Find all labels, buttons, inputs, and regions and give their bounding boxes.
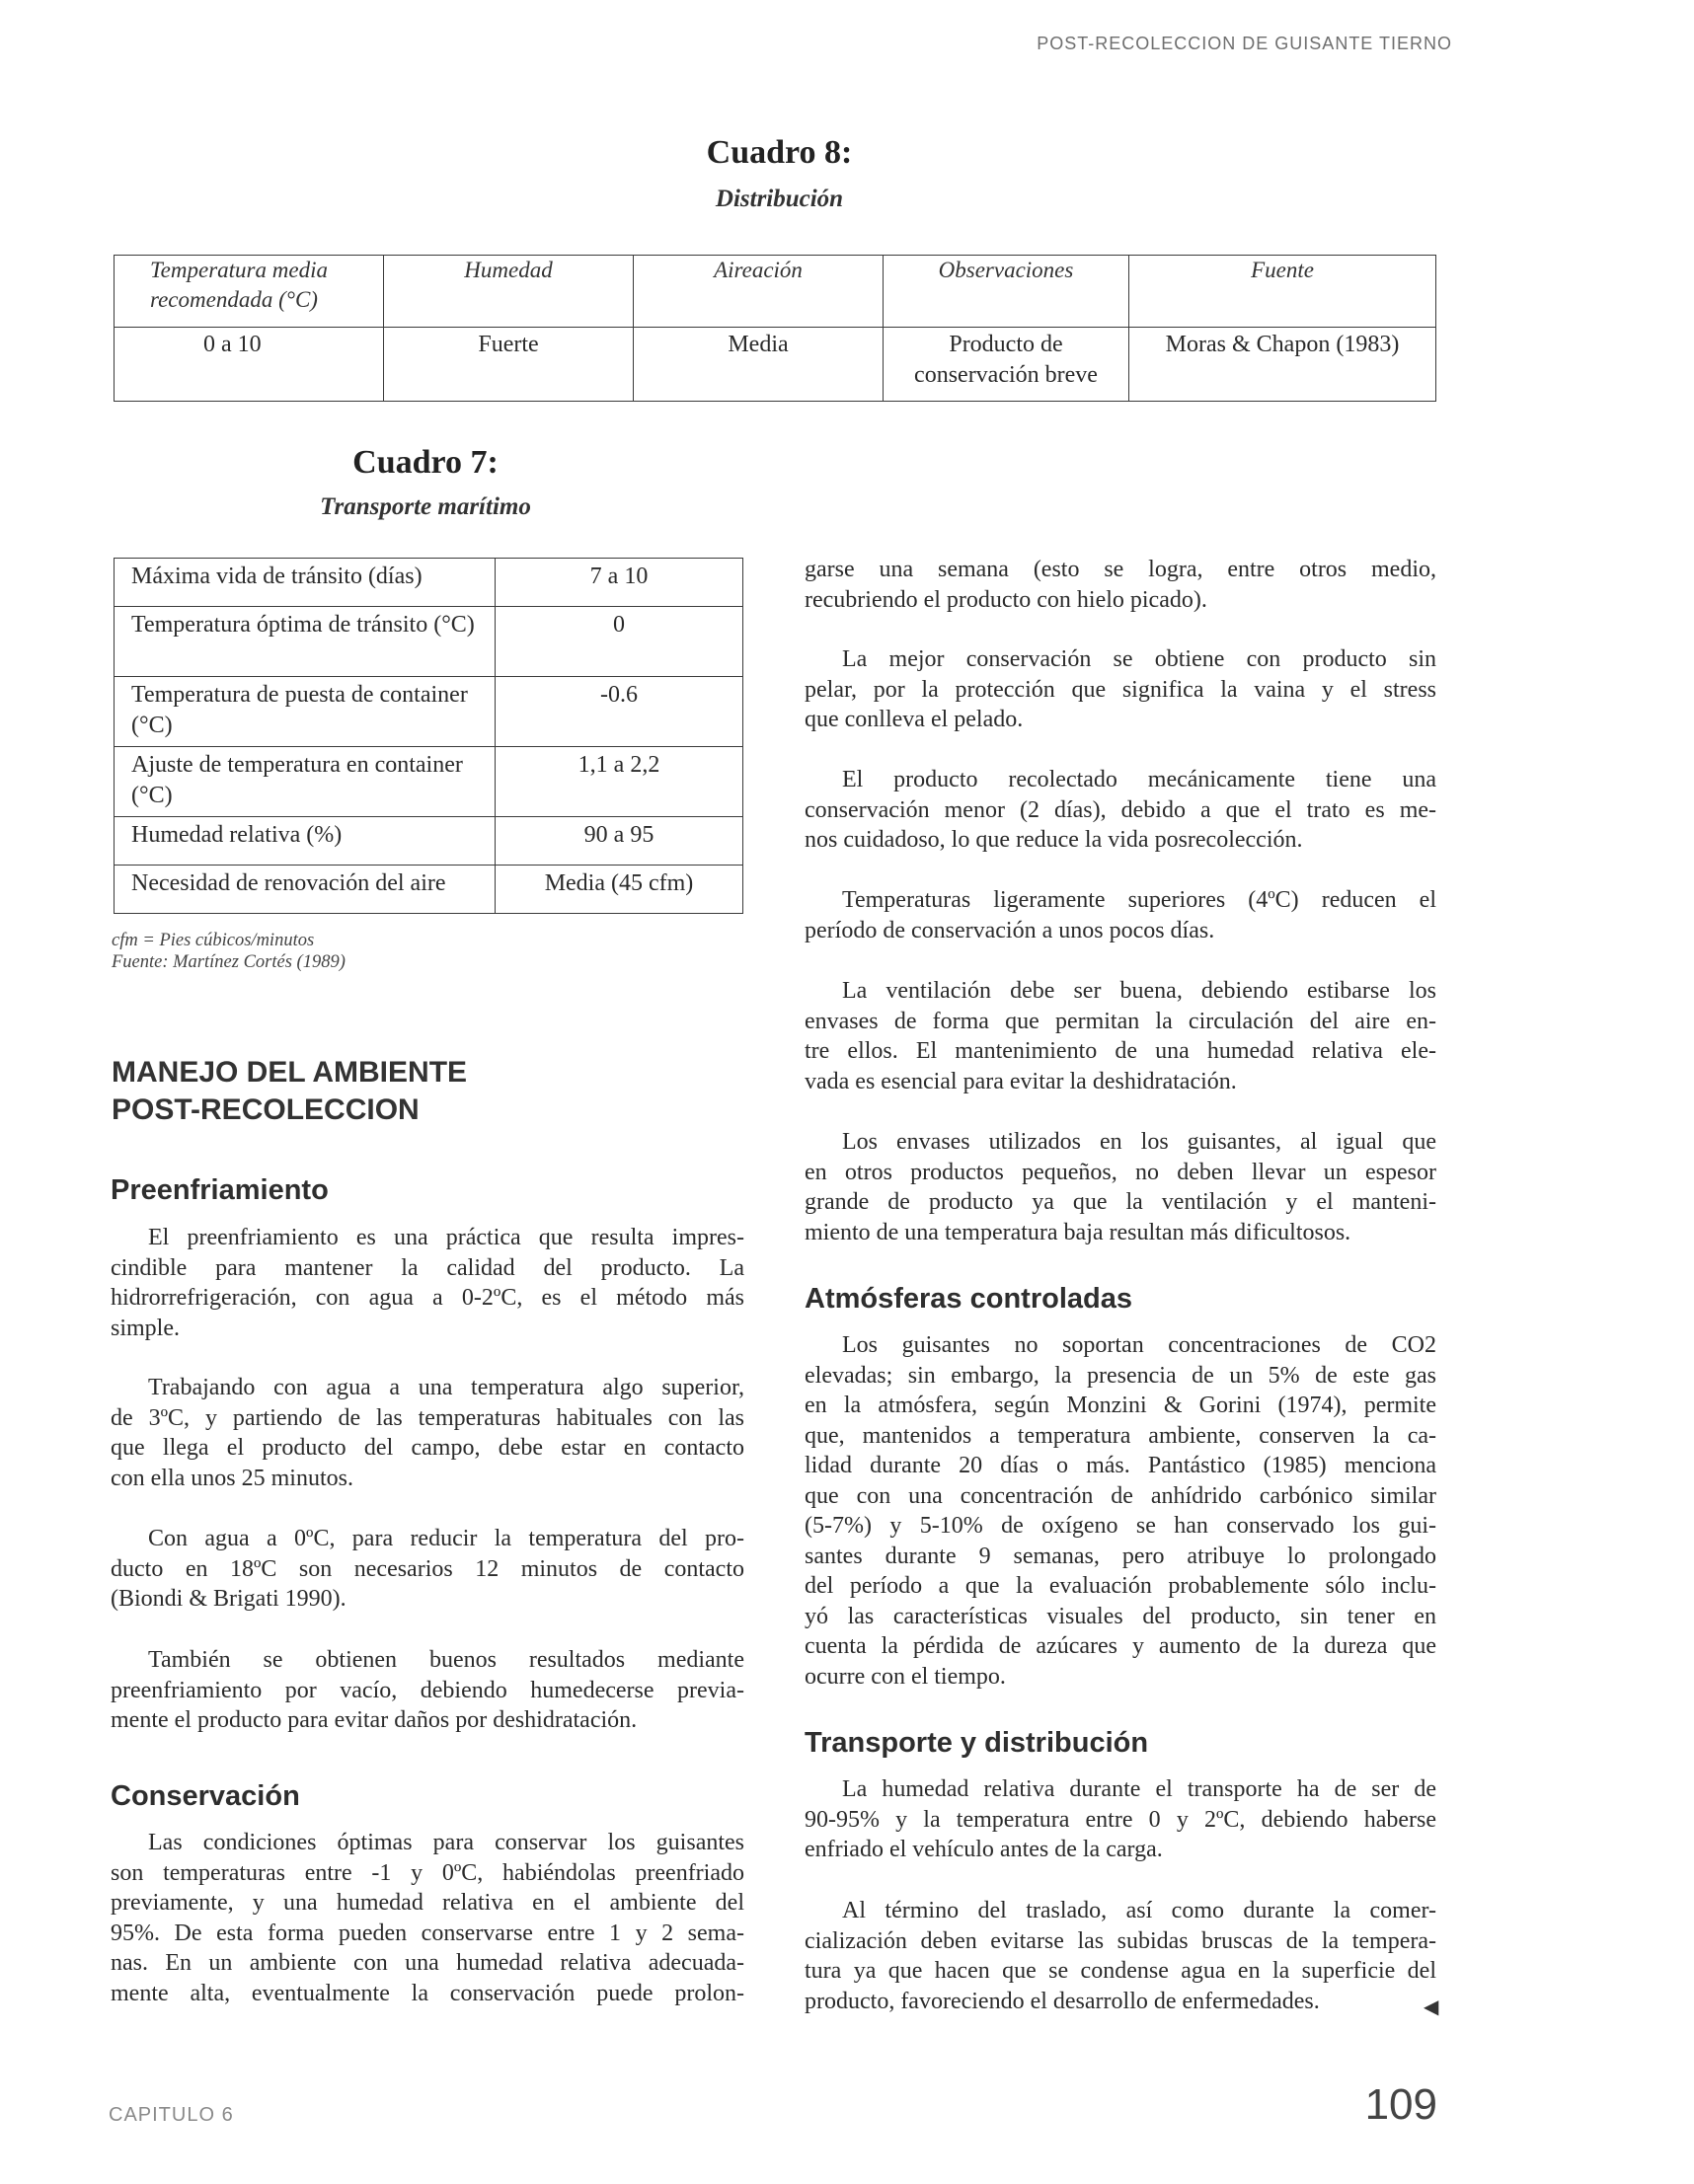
text-line: santes durante 9 semanas, pero atribuye lo prolongado bbox=[805, 1543, 1436, 1569]
table-row bbox=[115, 328, 1436, 402]
cuadro8-table bbox=[114, 255, 1436, 402]
text-line: ocurre con el tiempo. bbox=[805, 1663, 1006, 1690]
table-cell-label: Necesidad de renovación del aire bbox=[115, 866, 496, 914]
text-line: que, mantenidos a temperatura ambiente, conserven la ca- bbox=[805, 1422, 1436, 1449]
table-cell: Moras & Chapon (1983) bbox=[1129, 328, 1436, 402]
header-cell: Temperatura media recomendada (°C) bbox=[115, 256, 384, 328]
header-cell: Observaciones bbox=[884, 256, 1129, 328]
table-header-row bbox=[115, 256, 1436, 328]
table-note bbox=[112, 930, 346, 973]
table-cell: 0 a 10 bbox=[115, 328, 384, 402]
text-line: tura ya que hacen que se condense agua en la superficie del bbox=[805, 1958, 1436, 1984]
table-cell-value: -0.6 bbox=[496, 677, 743, 747]
text-line: hidrorrefrigeración, con agua a 0-2ºC, es el método más bbox=[111, 1285, 744, 1311]
text-line: producto, favoreciendo el desarrollo de enfermedades. bbox=[805, 1988, 1320, 2014]
source-note: Fuente: Martínez Cortés (1989) bbox=[112, 952, 346, 972]
text-line: grande de producto ya que la ventilación y el manteni- bbox=[805, 1189, 1436, 1215]
section-heading-line: POST-RECOLECCION bbox=[112, 1093, 420, 1126]
text-line: 90-95% y la temperatura entre 0 y 2ºC, debiendo haberse bbox=[805, 1806, 1436, 1833]
text-line: mente el producto para evitar daños por deshidratación. bbox=[111, 1707, 638, 1733]
text-line: Con agua a 0ºC, para reducir la temperatura del pro- bbox=[148, 1526, 744, 1551]
table-cell-label: Temperatura óptima de tránsito (°C) bbox=[115, 607, 496, 677]
text-line: garse una semana (esto se logra, entre otros medio, bbox=[805, 557, 1436, 582]
text-line: que llega el producto del campo, debe estar en contacto bbox=[111, 1435, 744, 1461]
section-heading-line: MANEJO DEL AMBIENTE bbox=[112, 1056, 468, 1089]
text-line: pelar, por la protección que significa la vaina y el stress bbox=[805, 676, 1436, 703]
table-row bbox=[115, 607, 743, 677]
text-line: vada es esencial para evitar la deshidratación. bbox=[805, 1068, 1237, 1094]
text-line: cuenta la pérdida de azúcares y aumento de la dureza que bbox=[805, 1633, 1436, 1659]
text-line: período de conservación a unos pocos días. bbox=[805, 917, 1215, 943]
cfm-note: cfm = Pies cúbicos/minutos bbox=[112, 931, 315, 950]
text-line: lidad durante 20 días o más. Pantástico (1985) menciona bbox=[805, 1453, 1436, 1478]
text-line: con ella unos 25 minutos. bbox=[111, 1465, 353, 1491]
text-line: Los envases utilizados en los guisantes, al igual que bbox=[842, 1129, 1436, 1155]
header-cell: Aireación bbox=[634, 256, 884, 328]
text-line: yó las características visuales del producto, sin tener en bbox=[805, 1603, 1436, 1629]
text-line: La humedad relativa durante el transporte ha de ser de bbox=[842, 1776, 1436, 1802]
subheading-transporte: Transporte y distribución bbox=[805, 1727, 1149, 1759]
text-line: recubriendo el producto con hielo picado). bbox=[805, 586, 1207, 613]
text-line: También se obtienen buenos resultados mediante bbox=[148, 1647, 744, 1673]
table-cell-value: Media (45 cfm) bbox=[496, 866, 743, 914]
text-line: enfriado el vehículo antes de la carga. bbox=[805, 1837, 1163, 1862]
table-cell-value: 0 bbox=[496, 607, 743, 677]
text-line: miento de una temperatura baja resultan más dificultosos. bbox=[805, 1219, 1351, 1245]
subheading-conservacion: Conservación bbox=[111, 1780, 300, 1812]
cuadro7-table bbox=[114, 558, 743, 914]
paragraph bbox=[805, 885, 1436, 945]
paragraph bbox=[805, 1774, 1436, 1865]
paragraph bbox=[805, 1330, 1436, 1692]
cuadro7-subtitle: Transporte marítimo bbox=[320, 493, 531, 520]
section-heading bbox=[112, 1054, 467, 1129]
table-cell-label: Máxima vida de tránsito (días) bbox=[115, 559, 496, 607]
text-line: de 3ºC, y partiendo de las temperaturas habituales con las bbox=[111, 1404, 744, 1431]
table-cell-value: 7 a 10 bbox=[496, 559, 743, 607]
text-line: 95%. De esta forma pueden conservarse entre 1 y 2 sema- bbox=[111, 1920, 744, 1946]
paragraph bbox=[111, 1645, 744, 1736]
page-number: 109 bbox=[1364, 2080, 1437, 2129]
cuadro8-title: Cuadro 8: bbox=[706, 134, 853, 171]
table-row bbox=[115, 559, 743, 607]
text-line: Temperaturas ligeramente superiores (4ºC) reducen el bbox=[842, 887, 1436, 913]
table-cell: Producto de conservación breve bbox=[884, 328, 1129, 402]
header-cell: Fuente bbox=[1129, 256, 1436, 328]
table-row bbox=[115, 866, 743, 914]
paragraph bbox=[805, 765, 1436, 856]
text-line: Las condiciones óptimas para conservar los guisantes bbox=[148, 1830, 744, 1855]
text-line: Los guisantes no soportan concentraciones de CO2 bbox=[842, 1332, 1436, 1358]
running-head: POST-RECOLECCION DE GUISANTE TIERNO bbox=[1037, 34, 1452, 53]
paragraph bbox=[805, 644, 1436, 735]
text-line: en la atmósfera, según Monzini & Gorini (1974), permite bbox=[805, 1393, 1436, 1418]
text-line: del período a que la evaluación probablemente sólo inclu- bbox=[805, 1573, 1436, 1599]
text-line: simple. bbox=[111, 1315, 180, 1341]
text-line: Al término del traslado, así como durante la comer- bbox=[842, 1898, 1436, 1923]
text-line: cialización deben evitarse las subidas bruscas de la tempera- bbox=[805, 1927, 1436, 1954]
text-line: nos cuidadoso, lo que reduce la vida posrecolección. bbox=[805, 827, 1303, 853]
paragraph bbox=[805, 555, 1436, 615]
table-cell-label: Humedad relativa (%) bbox=[115, 817, 496, 866]
text-line: El preenfriamiento es una práctica que resulta impres- bbox=[148, 1225, 744, 1250]
text-line: (Biondi & Brigati 1990). bbox=[111, 1586, 346, 1612]
paragraph bbox=[111, 1223, 744, 1343]
text-line: envases de forma que permitan la circulación del aire en- bbox=[805, 1008, 1436, 1034]
text-line: son temperaturas entre -1 y 0ºC, habiéndolas preenfriado bbox=[111, 1859, 744, 1886]
table-cell-value: 1,1 a 2,2 bbox=[496, 747, 743, 817]
text-line: elevadas; sin embargo, la presencia de un 5% de este gas bbox=[805, 1362, 1436, 1389]
text-line: conservación menor (2 días), debido a que el trato es me- bbox=[805, 796, 1436, 823]
text-line: previamente, y una humedad relativa en el ambiente del bbox=[111, 1890, 744, 1916]
end-of-article-icon: ◀ bbox=[1424, 1995, 1439, 2018]
table-row bbox=[115, 677, 743, 747]
paragraph bbox=[805, 1896, 1439, 2018]
text-line: mente alta, eventualmente la conservación puede prolon- bbox=[111, 1980, 744, 2006]
table-cell-label: Temperatura de puesta de container (°C) bbox=[115, 677, 496, 747]
text-line: (5-7%) y 5-10% de oxígeno se han conservado los gui- bbox=[805, 1513, 1436, 1539]
paragraph bbox=[111, 1373, 744, 1493]
table-cell: Media bbox=[634, 328, 884, 402]
text-line: Trabajando con agua a una temperatura algo superior, bbox=[148, 1375, 744, 1400]
paragraph bbox=[111, 1524, 744, 1615]
subheading-atmosferas: Atmósferas controladas bbox=[805, 1283, 1132, 1315]
table-cell: Fuerte bbox=[384, 328, 634, 402]
text-line: preenfriamiento por vacío, debiendo humedecerse previa- bbox=[111, 1677, 744, 1703]
table-cell-label: Ajuste de temperatura en container (°C) bbox=[115, 747, 496, 817]
cuadro8-subtitle: Distribución bbox=[715, 186, 844, 212]
paragraph bbox=[805, 976, 1436, 1096]
text-line: en otros productos pequeños, no deben llevar un espesor bbox=[805, 1159, 1436, 1185]
table-cell-value: 90 a 95 bbox=[496, 817, 743, 866]
cuadro7-title: Cuadro 7: bbox=[352, 444, 499, 481]
text-line: que con una concentración de anhídrido carbónico similar bbox=[805, 1482, 1436, 1509]
text-line: El producto recolectado mecánicamente tiene una bbox=[842, 767, 1436, 792]
table-row bbox=[115, 747, 743, 817]
text-line: cindible para mantener la calidad del producto. La bbox=[111, 1254, 744, 1281]
header-cell: Humedad bbox=[384, 256, 634, 328]
subheading-preenfriamiento: Preenfriamiento bbox=[111, 1174, 329, 1206]
text-line: que conlleva el pelado. bbox=[805, 707, 1024, 732]
text-line: tre ellos. El mantenimiento de una humedad relativa ele- bbox=[805, 1038, 1436, 1064]
text-line: nas. En un ambiente con una humedad relativa adecuada- bbox=[111, 1950, 744, 1976]
footer-chapter: CAPITULO 6 bbox=[109, 2104, 234, 2126]
text-line: La ventilación debe ser buena, debiendo estibarse los bbox=[842, 978, 1436, 1004]
text-line: ducto en 18ºC son necesarios 12 minutos de contacto bbox=[111, 1555, 744, 1582]
paragraph bbox=[805, 1127, 1436, 1247]
paragraph bbox=[111, 1828, 744, 2008]
table-row bbox=[115, 817, 743, 866]
text-line: La mejor conservación se obtiene con producto sin bbox=[842, 646, 1436, 672]
